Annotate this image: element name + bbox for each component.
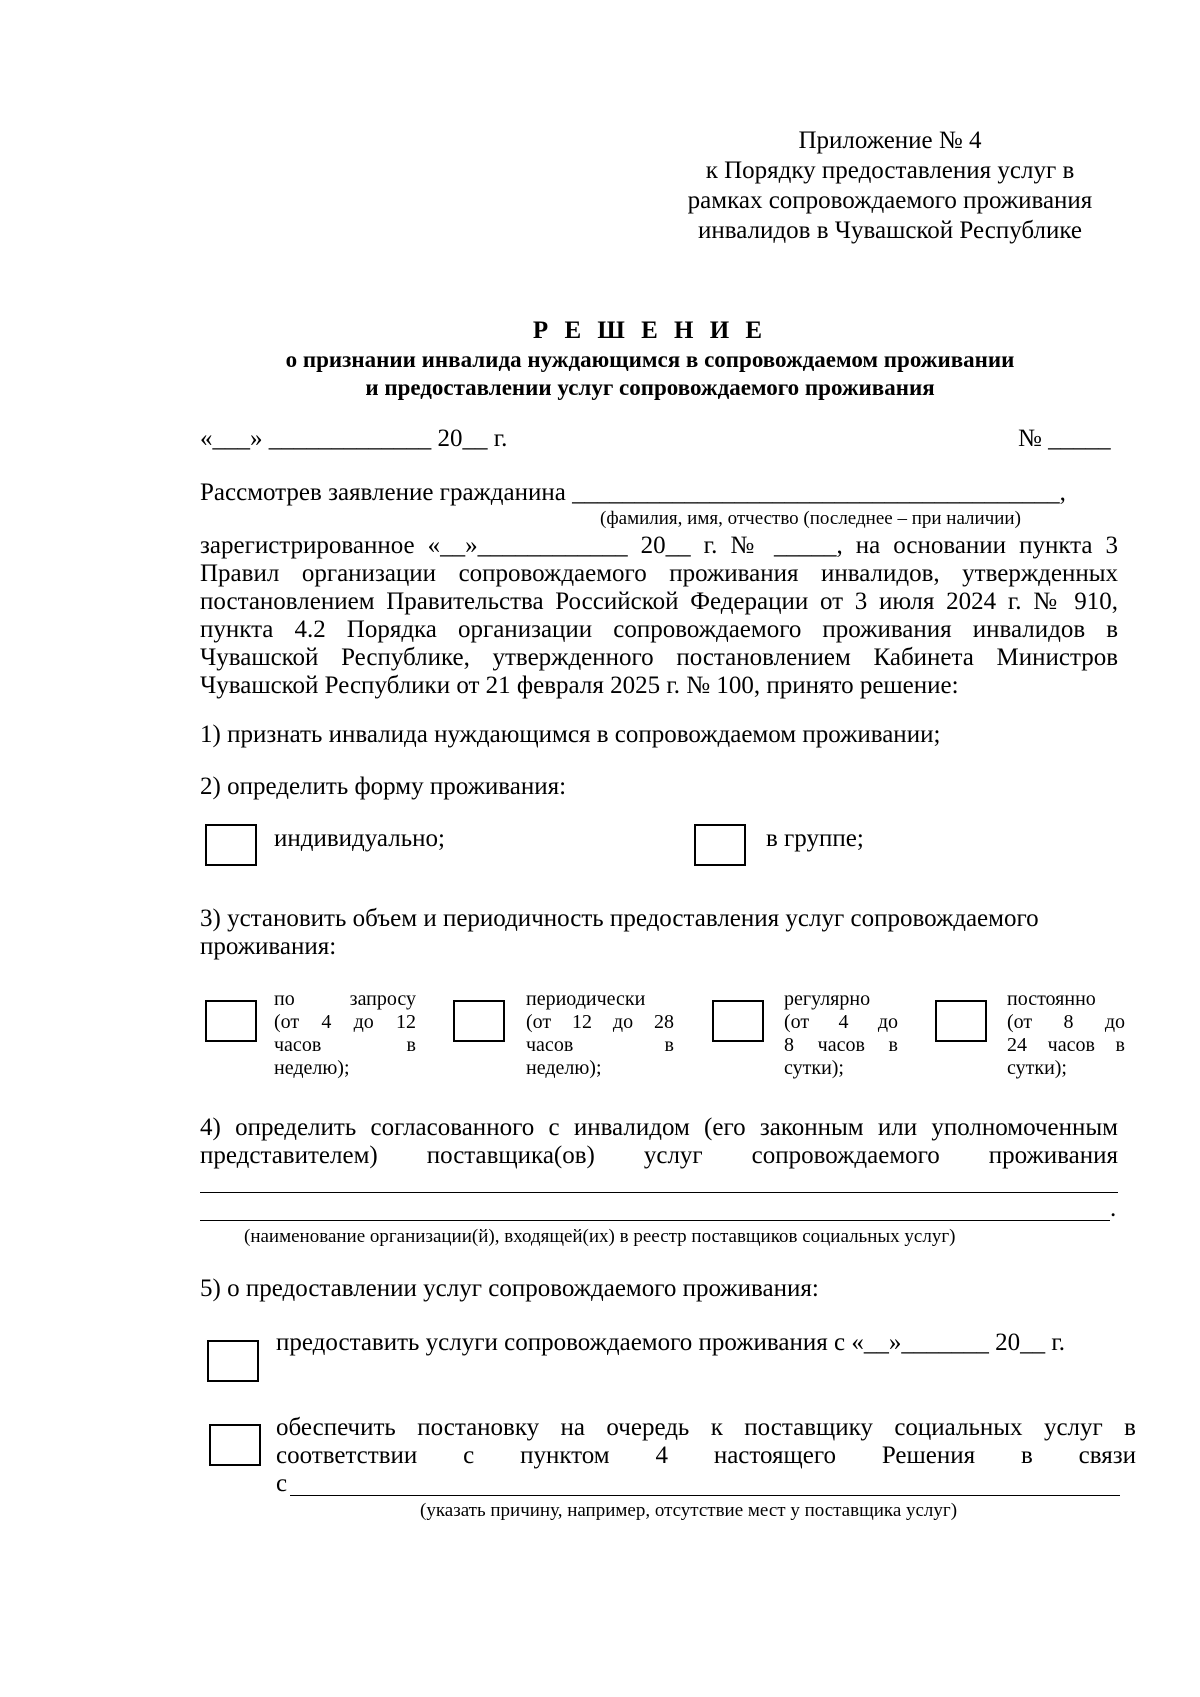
option-permanent xyxy=(1007,988,1125,1080)
intro-line-3: Правил организации сопровождаемого проживания инвалидов, утвержденных xyxy=(200,560,1118,587)
annex-header xyxy=(660,126,1120,246)
document-title xyxy=(200,316,1100,402)
intro-line-1: Рассмотрев заявление гражданина _______________________________________, xyxy=(200,479,1066,506)
option-on-request-l1: по запросу xyxy=(274,988,416,1010)
option-regular xyxy=(784,988,898,1080)
option-queue xyxy=(276,1414,1136,1498)
item-1: 1) признать инвалида нуждающимся в сопровождаемом проживании; xyxy=(200,721,941,748)
intro-line-7: Чувашской Республики от 21 февраля 2025 г. № 100, принято решение: xyxy=(200,672,959,699)
checkbox-individual[interactable] xyxy=(205,824,257,866)
decision-number: № _____ xyxy=(1018,425,1111,452)
option-periodic-l3: часов в xyxy=(526,1034,674,1056)
annex-line-3: рамках сопровождаемого проживания xyxy=(687,187,1093,214)
item-3-line-1: 3) установить объем и периодичность предоставления услуг сопровождаемого xyxy=(200,905,1039,932)
option-periodic-l2: (от 12 до 28 xyxy=(526,1011,674,1033)
option-on-request-l4: неделю); xyxy=(274,1057,350,1079)
option-on-request xyxy=(274,988,416,1080)
annex-line-4: инвалидов в Чувашской Республике xyxy=(698,217,1082,244)
annex-line-1: Приложение № 4 xyxy=(798,127,982,154)
fio-caption: (фамилия, имя, отчество (последнее – при наличии) xyxy=(600,508,1021,529)
option-queue-line-1: обеспечить постановку на очередь к поставщику социальных услуг в xyxy=(276,1414,1136,1441)
item-4 xyxy=(200,1114,1118,1170)
provider-caption: (наименование организации(й), входящей(их) в реестр поставщиков социальных услуг) xyxy=(244,1226,956,1247)
item-2: 2) определить форму проживания: xyxy=(200,773,567,800)
checkbox-periodic[interactable] xyxy=(453,1000,505,1042)
option-periodic-l4: неделю); xyxy=(526,1057,602,1079)
option-group-label: в группе; xyxy=(766,825,864,852)
option-permanent-l4: сутки); xyxy=(1007,1057,1067,1079)
intro-line-5: пункта 4.2 Порядка организации сопровождаемого проживания инвалидов в xyxy=(200,616,1118,643)
intro-line-2: зарегистрированное «__»____________ 20__ г. № _____, на основании пункта 3 xyxy=(200,532,1118,559)
title-sub-1: о признании инвалида нуждающимся в сопровождаемом проживании xyxy=(285,347,1015,372)
option-regular-l4: сутки); xyxy=(784,1057,844,1079)
reason-fill-line[interactable] xyxy=(290,1495,1120,1496)
intro-line-6: Чувашской Республике, утвержденного постановлением Кабинета Министров xyxy=(200,644,1118,671)
provider-end-mark: . xyxy=(1110,1195,1117,1222)
option-queue-line-3: с xyxy=(276,1470,288,1497)
item-3-line-2: проживания: xyxy=(200,933,337,960)
checkbox-regular[interactable] xyxy=(712,1000,764,1042)
option-periodic-l1: периодически xyxy=(526,988,646,1010)
title-sub-2: и предоставлении услуг сопровождаемого проживания xyxy=(365,375,935,400)
option-individual-label: индивидуально; xyxy=(274,825,445,852)
provider-fill-line-1[interactable] xyxy=(200,1192,1118,1193)
option-queue-line-2: соответствии с пунктом 4 настоящего Решения в связи xyxy=(276,1442,1136,1469)
intro-paragraph xyxy=(200,532,1118,700)
checkbox-provide-services[interactable] xyxy=(207,1340,259,1382)
provider-fill-line-2[interactable] xyxy=(200,1220,1110,1221)
option-permanent-l1: постоянно xyxy=(1007,988,1096,1010)
option-permanent-l2: (от 8 до xyxy=(1007,1011,1125,1033)
option-permanent-l3: 24 часов в xyxy=(1007,1034,1125,1056)
item-4-line-2: представителем) поставщика(ов) услуг сопровождаемого проживания xyxy=(200,1142,1118,1169)
checkbox-on-request[interactable] xyxy=(205,1000,257,1042)
option-regular-l2: (от 4 до xyxy=(784,1011,898,1033)
option-on-request-l2: (от 4 до 12 xyxy=(274,1011,416,1033)
checkbox-permanent[interactable] xyxy=(935,1000,987,1042)
reason-caption: (указать причину, например, отсутствие мест у поставщика услуг) xyxy=(420,1500,958,1521)
annex-line-2: к Порядку предоставления услуг в xyxy=(705,157,1075,184)
item-4-line-1: 4) определить согласованного с инвалидом (его законным или уполномоченным xyxy=(200,1114,1118,1141)
decision-date: «___» _____________ 20__ г. xyxy=(200,425,508,452)
intro-line-4: постановлением Правительства Российской Федерации от 3 июля 2024 г. № 910, xyxy=(200,588,1118,615)
option-regular-l1: регулярно xyxy=(784,988,871,1010)
title-main: Р Е Ш Е Н И Е xyxy=(532,317,768,344)
option-provide-services: предоставить услуги сопровождаемого проживания с «__»_______ 20__ г. xyxy=(276,1329,1066,1356)
option-on-request-l3: часов в xyxy=(274,1034,416,1056)
option-regular-l3: 8 часов в xyxy=(784,1034,898,1056)
item-5: 5) о предоставлении услуг сопровождаемого проживания: xyxy=(200,1275,819,1302)
option-periodic xyxy=(526,988,674,1080)
checkbox-group[interactable] xyxy=(694,824,746,866)
checkbox-queue[interactable] xyxy=(209,1424,261,1466)
